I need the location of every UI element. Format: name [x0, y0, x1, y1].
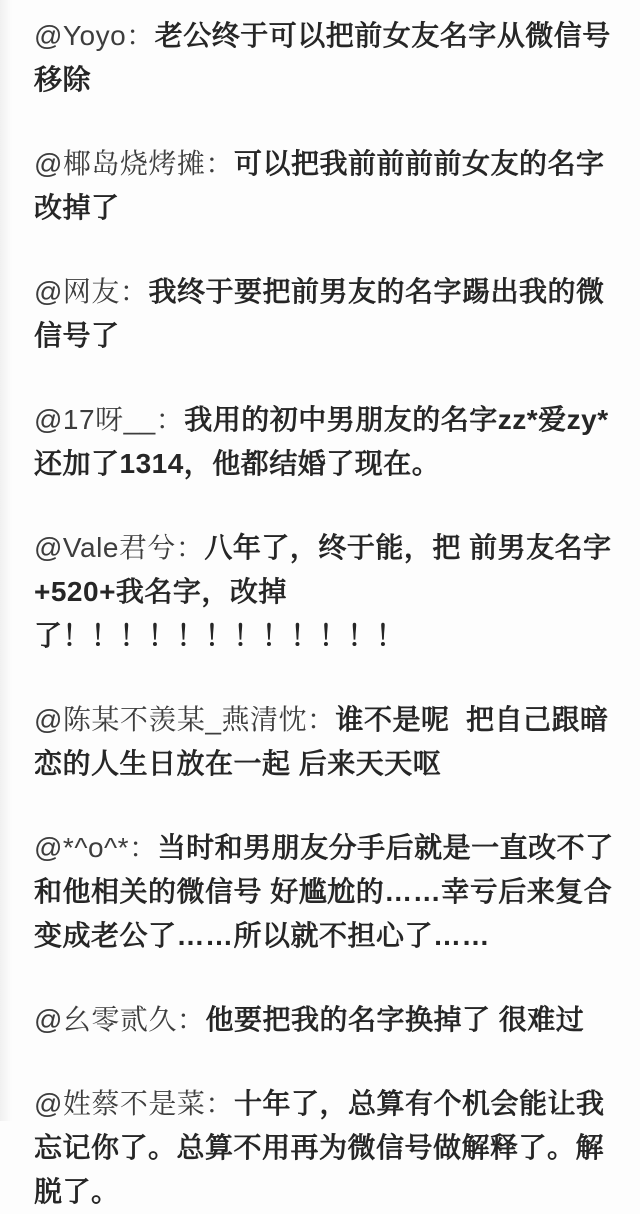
comment-username: @网友： — [34, 276, 149, 307]
comment-item — [34, 1082, 620, 1214]
comment-username: @幺零贰久： — [34, 1004, 206, 1035]
comment-text: 老公终于可以把前女友名字从微信号移除 — [34, 20, 611, 95]
comment-username: @陈某不羡某_燕清忱： — [34, 704, 336, 735]
comment-username: @椰岛烧烤摊： — [34, 148, 234, 179]
comment-text: 他要把我的名字换掉了 很难过 — [205, 1004, 585, 1035]
comment-username: @Vale君兮： — [34, 532, 205, 563]
comment-item — [34, 826, 620, 958]
comment-item — [34, 14, 620, 102]
comment-item — [34, 270, 620, 358]
comment-username: @*^o^*： — [34, 832, 158, 863]
comment-text: 我用的初中男朋友的名字zz*爱zy* 还加了1314，他都结婚了现在。 — [34, 404, 617, 479]
comment-text: 十年了，总算有个机会能让我忘记你了。总算不用再为微信号做解释了。解脱了。 — [34, 1088, 605, 1207]
comment-text: 可以把我前前前前女友的名字改掉了 — [34, 148, 605, 223]
comment-text: 我终于要把前男友的名字踢出我的微信号了 — [34, 276, 605, 351]
comment-text: 当时和男朋友分手后就是一直改不了和他相关的微信号 好尴尬的……幸亏后来复合变成老公了……所以就不担心了…… — [34, 832, 614, 951]
comment-text: 谁不是呢 把自己跟暗恋的人生日放在一起 后来天天呕 — [34, 704, 609, 779]
comment-item — [34, 398, 620, 486]
comment-item — [34, 998, 620, 1042]
comment-text: 八年了，终于能，把 前男友名字+520+我名字，改掉了！！！！！！！！！！！！ — [34, 532, 612, 651]
comment-item — [34, 142, 620, 230]
comment-item — [34, 698, 620, 786]
comment-item — [34, 526, 620, 658]
comment-username: @姓蔡不是菜： — [34, 1088, 234, 1119]
comment-username: @Yoyo： — [34, 20, 155, 51]
comment-username: @17呀__： — [34, 404, 185, 435]
